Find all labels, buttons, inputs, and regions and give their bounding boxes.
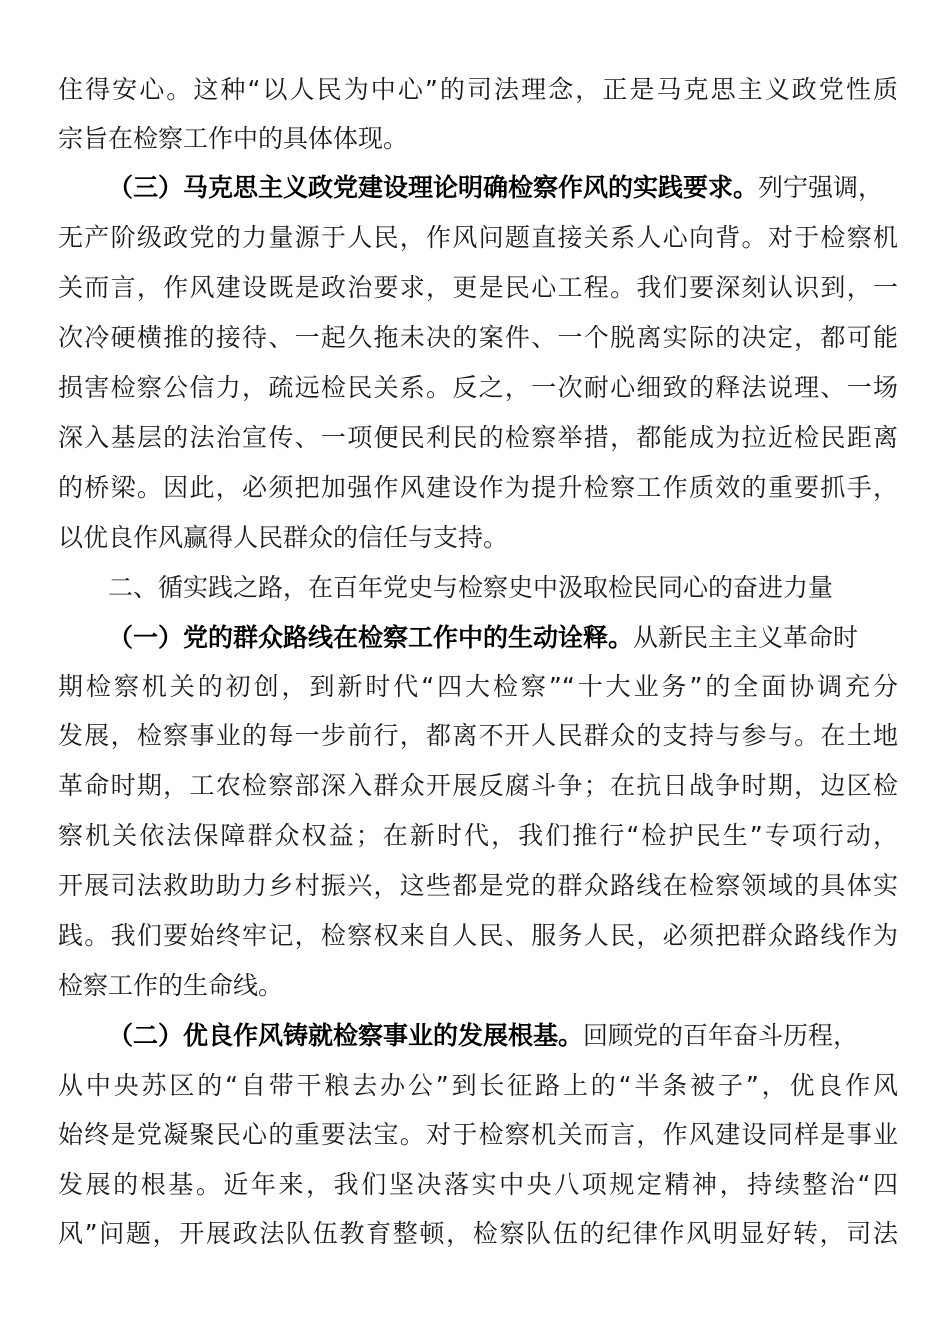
- text-line: [58, 916, 898, 956]
- line-text: 以优良作风赢得人民群众的信任与支持。: [58, 523, 509, 552]
- line-text: 关而言，作风建设既是政治要求，更是民心工程。我们要深刻认识到，一: [58, 273, 898, 302]
- text-line: [58, 1066, 898, 1106]
- line-text: 风”问题，开展政法队伍教育整顿，检察队伍的纪律作风明显好转，司法: [58, 1219, 898, 1248]
- text-line: [58, 418, 898, 458]
- text-line: [58, 966, 898, 1006]
- section-heading-line: [108, 1016, 898, 1056]
- text-line: [58, 468, 898, 508]
- line-text: 住得安心。这种“以人民为中心”的司法理念，正是马克思主义政党性质: [58, 75, 898, 104]
- line-text: 深入基层的法治宣传、一项便民利民的检察举措，都能成为拉近检民距离: [58, 423, 898, 452]
- line-text: 期检察机关的初创，到新时代“四大检察”“十大业务”的全面协调充分: [58, 672, 898, 701]
- section-heading-bold: （二）优良作风铸就检察事业的发展根基。: [108, 1021, 584, 1050]
- line-text: 察机关依法保障群众权益；在新时代，我们推行“检护民生”专项行动，: [58, 821, 898, 850]
- line-text: 发展，检察事业的每一步前行，都离不开人民群众的支持与参与。在土地: [58, 721, 898, 750]
- line-text: 损害检察公信力，疏远检民关系。反之，一次耐心细致的释法说理、一场: [58, 373, 898, 402]
- line-text: 革命时期，工农检察部深入群众开展反腐斗争；在抗日战争时期，边区检: [58, 771, 898, 800]
- section-heading-line: [108, 618, 898, 658]
- text-line: [58, 218, 898, 258]
- text-line: [58, 1165, 898, 1205]
- section-heading-bold: （三）马克思主义政党建设理论明确检察作风的实践要求。: [108, 173, 759, 202]
- line-text: 列宁强调，: [758, 173, 884, 202]
- line-text: 始终是党凝聚民心的重要法宝。对于检察机关而言，作风建设同样是事业: [58, 1120, 898, 1149]
- text-line: [58, 667, 898, 707]
- text-line: [58, 1214, 898, 1254]
- line-text: 宗旨在检察工作中的具体体现。: [58, 124, 409, 153]
- chapter-heading: 二、循实践之路，在百年党史与检察史中汲取检民同心的奋进力量: [108, 573, 834, 602]
- line-text: 从中央苏区的“自带干粮去办公”到长征路上的“半条被子”，优良作风: [58, 1071, 898, 1100]
- text-line: [58, 866, 898, 906]
- text-line: [58, 70, 898, 110]
- section-heading-bold: （一）党的群众路线在检察工作中的生动诠释。: [108, 623, 634, 652]
- text-line: [58, 268, 898, 308]
- chapter-heading-line: [108, 568, 898, 608]
- text-line: [58, 766, 898, 806]
- text-line: [58, 1115, 898, 1155]
- text-line: [58, 716, 898, 756]
- text-line: [58, 119, 898, 159]
- line-text: 开展司法救助助力乡村振兴，这些都是党的群众路线在检察领域的具体实: [58, 871, 898, 900]
- line-text: 从新民主主义革命时: [633, 623, 859, 652]
- text-line: [58, 368, 898, 408]
- line-text: 回顾党的百年奋斗历程，: [583, 1021, 859, 1050]
- line-text: 的桥梁。因此，必须把加强作风建设作为提升检察工作质效的重要抓手，: [58, 473, 898, 502]
- line-text: 践。我们要始终牢记，检察权来自人民、服务人民，必须把群众路线作为: [58, 921, 898, 950]
- section-heading-line: [108, 168, 898, 208]
- line-text: 无产阶级政党的力量源于人民，作风问题直接关系人心向背。对于检察机: [58, 223, 898, 252]
- line-text: 检察工作的生命线。: [58, 971, 284, 1000]
- line-text: 发展的根基。近年来，我们坚决落实中央八项规定精神，持续整治“四: [58, 1170, 898, 1199]
- text-line: [58, 816, 898, 856]
- text-line: [58, 318, 898, 358]
- text-line: [58, 518, 898, 558]
- line-text: 次冷硬横推的接待、一起久拖未决的案件、一个脱离实际的决定，都可能: [58, 323, 898, 352]
